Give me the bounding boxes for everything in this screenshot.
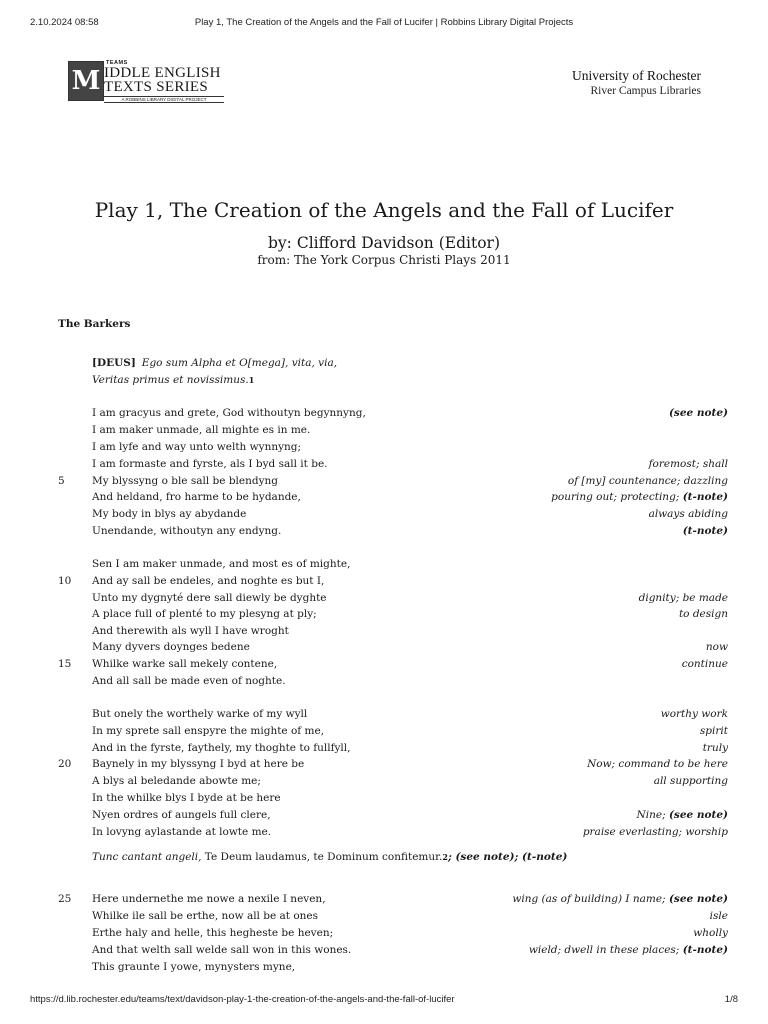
line-text: A place full of plenté to my plesyng at ply; bbox=[92, 608, 317, 620]
gloss-text: spirit bbox=[699, 725, 728, 737]
endnote-ref[interactable]: 1 bbox=[248, 375, 255, 385]
university-sub: River Campus Libraries bbox=[590, 85, 701, 97]
line-text-wrap bbox=[92, 374, 254, 386]
line-text-wrap bbox=[92, 658, 277, 670]
gloss-text: always abiding bbox=[648, 508, 728, 520]
line-text-wrap bbox=[92, 575, 324, 587]
logo-line-1: IDDLE ENGLISH bbox=[104, 65, 221, 81]
line-text-wrap bbox=[92, 725, 324, 737]
line-text: Nyen ordres of aungels full clere, bbox=[92, 809, 271, 821]
print-header bbox=[0, 17, 768, 31]
verse-line bbox=[0, 658, 768, 675]
print-datetime: 2.10.2024 08:58 bbox=[30, 17, 99, 28]
line-text-wrap bbox=[92, 893, 326, 905]
line-text-wrap bbox=[92, 927, 333, 939]
line-text-wrap bbox=[92, 809, 271, 821]
line-text: I am gracyus and grete, God withoutyn begynnyng, bbox=[92, 407, 366, 419]
line-text-wrap bbox=[92, 625, 289, 637]
verse-line bbox=[0, 407, 768, 424]
line-text-wrap bbox=[92, 592, 327, 604]
gloss bbox=[551, 491, 728, 503]
stage-direction-hymn: Te Deum laudamus, te Dominum confitemur. bbox=[201, 851, 443, 863]
line-text-wrap bbox=[92, 775, 261, 787]
verse-line bbox=[0, 758, 768, 775]
line-number: 20 bbox=[58, 758, 72, 770]
line-text-wrap bbox=[92, 475, 278, 487]
byline bbox=[0, 234, 768, 252]
verse-line bbox=[0, 374, 768, 391]
line-text-wrap bbox=[92, 357, 337, 369]
editor-name-link[interactable]: Clifford Davidson bbox=[296, 234, 434, 252]
verse-line bbox=[0, 558, 768, 575]
verse-line bbox=[0, 809, 768, 826]
gloss bbox=[710, 910, 728, 922]
line-text-wrap bbox=[92, 742, 350, 754]
gloss-text: of [my] countenance; dazzling bbox=[567, 475, 728, 487]
line-text: Whilke warke sall mekely contene, bbox=[92, 658, 278, 670]
verse-line bbox=[0, 424, 768, 441]
gloss bbox=[669, 407, 728, 419]
print-url: https://d.lib.rochester.edu/teams/text/davidson-play-1-the-creation-of-the-angels-and-the-fall-of-lucifer bbox=[30, 994, 455, 1005]
logo-teams-label: TEAMS bbox=[106, 60, 128, 66]
page-title: Play 1, The Creation of the Angels and the Fall of Lucifer bbox=[94, 198, 674, 222]
endnote-ref[interactable]: 2 bbox=[442, 852, 448, 862]
editor-role: (Editor) bbox=[438, 234, 500, 252]
logo-line-3: A ROBBINS LIBRARY DIGITAL PROJECT bbox=[104, 96, 224, 103]
line-text-wrap bbox=[92, 525, 281, 537]
university-name: University of Rochester bbox=[572, 68, 701, 83]
verse-line bbox=[0, 826, 768, 843]
logo-line-2: TEXTS SERIES bbox=[104, 79, 209, 95]
line-text: Unto my dygnyté dere sall diewly be dyghte bbox=[92, 592, 327, 604]
gloss bbox=[529, 944, 728, 956]
line-text-wrap bbox=[92, 758, 304, 770]
line-text: Here undernethe me nowe a nexile I neven, bbox=[92, 893, 326, 905]
line-text-wrap bbox=[92, 910, 318, 922]
verse-line bbox=[0, 725, 768, 742]
line-text: Baynely in my blyssyng I byd at here be bbox=[92, 758, 305, 770]
gloss bbox=[683, 525, 728, 537]
gloss bbox=[693, 927, 728, 939]
line-text: Sen I am maker unmade, and most es of mighte, bbox=[92, 558, 351, 570]
verse-line bbox=[0, 491, 768, 508]
note-link[interactable]: (see note) bbox=[668, 809, 728, 821]
gloss-text: truly bbox=[702, 742, 728, 754]
verse-line bbox=[0, 961, 768, 978]
line-text: Unendande, withoutyn any endyng. bbox=[92, 525, 282, 537]
verse-line bbox=[0, 575, 768, 592]
line-text-wrap bbox=[92, 708, 307, 720]
verse-line bbox=[0, 944, 768, 961]
line-text: And all sall be made even of noghte. bbox=[92, 675, 286, 687]
line-text: In the whilke blys I byde at be here bbox=[92, 792, 281, 804]
gloss-text: foremost; shall bbox=[648, 458, 728, 470]
gloss-text: praise everlasting; worship bbox=[582, 826, 728, 838]
stage-direction-latin: Tunc cantant angeli, bbox=[92, 851, 202, 863]
line-text: This graunte I yowe, mynysters myne, bbox=[92, 961, 296, 973]
gloss-text: worthy work bbox=[660, 708, 728, 720]
line-text: And that welth sall welde sall won in this wones. bbox=[92, 944, 352, 956]
note-link[interactable]: (see note) bbox=[668, 407, 728, 419]
guild-name: The Barkers bbox=[58, 318, 131, 330]
source-year: 2011 bbox=[480, 253, 511, 267]
note-link[interactable]: (t-note) bbox=[682, 525, 728, 537]
gloss-text: wing (as of building) I name; bbox=[512, 893, 666, 905]
verse-line bbox=[0, 675, 768, 692]
gloss-text: Nine; bbox=[636, 809, 666, 821]
line-text: And ay sall be endeles, and noghte es but I, bbox=[92, 575, 325, 587]
note-links[interactable]: ; (see note); (t-note) bbox=[447, 851, 568, 863]
gloss bbox=[568, 475, 728, 487]
verse-line bbox=[0, 475, 768, 492]
gloss bbox=[661, 708, 728, 720]
line-text: I am lyfe and way unto welth wynnyng; bbox=[92, 441, 302, 453]
verse-line bbox=[0, 592, 768, 609]
line-text-wrap bbox=[92, 508, 246, 520]
line-text: I am formaste and fyrste, als I byd sall it be. bbox=[92, 458, 328, 470]
line-text-wrap bbox=[92, 558, 350, 570]
gloss-text: all supporting bbox=[653, 775, 728, 787]
note-link[interactable]: (see note) bbox=[668, 893, 728, 905]
line-text-wrap bbox=[92, 826, 271, 838]
gloss bbox=[583, 826, 728, 838]
verse-line bbox=[0, 927, 768, 944]
verse-line bbox=[0, 910, 768, 927]
note-link[interactable]: (t-note) bbox=[682, 491, 728, 503]
line-text: I am maker unmade, all mighte es in me. bbox=[92, 424, 311, 436]
source-line bbox=[0, 253, 768, 267]
line-number: 15 bbox=[58, 658, 72, 670]
line-number: 5 bbox=[58, 475, 65, 487]
teams-logo[interactable] bbox=[68, 61, 226, 105]
gloss-text: to design bbox=[678, 608, 728, 620]
latin-text: Ego sum Alpha et O[mega], vita, via, bbox=[141, 357, 338, 369]
line-text-wrap bbox=[92, 944, 351, 956]
verse-line bbox=[0, 775, 768, 792]
line-text-wrap bbox=[92, 961, 295, 973]
line-text-wrap bbox=[92, 851, 567, 863]
gloss-text: continue bbox=[681, 658, 728, 670]
verse-line bbox=[0, 851, 768, 868]
line-text-wrap bbox=[92, 675, 286, 687]
gloss bbox=[679, 608, 728, 620]
verse-line bbox=[0, 893, 768, 910]
gloss bbox=[654, 775, 728, 787]
gloss bbox=[649, 508, 728, 520]
verse-line bbox=[0, 608, 768, 625]
gloss bbox=[682, 658, 728, 670]
line-text: In my sprete sall enspyre the mighte of me, bbox=[92, 725, 325, 737]
gloss-text: now bbox=[705, 641, 728, 653]
line-text-wrap bbox=[92, 491, 301, 503]
gloss bbox=[512, 893, 728, 905]
print-page-number: 1/8 bbox=[724, 994, 738, 1005]
gloss bbox=[639, 592, 728, 604]
line-text: Many dyvers doynges bedene bbox=[92, 641, 250, 653]
gloss-text: dignity; be made bbox=[638, 592, 728, 604]
logo-badge: M bbox=[68, 61, 104, 101]
gloss-text: isle bbox=[709, 910, 728, 922]
line-text-wrap bbox=[92, 458, 328, 470]
gloss-text: Now; command to be here bbox=[587, 758, 728, 770]
gloss bbox=[706, 641, 728, 653]
line-text: My blyssyng o ble sall be blendyng bbox=[92, 475, 279, 487]
verse-line bbox=[0, 625, 768, 642]
line-text: Whilke ile sall be erthe, now all be at ones bbox=[92, 910, 319, 922]
verse-line bbox=[0, 357, 768, 374]
line-text-wrap bbox=[92, 792, 281, 804]
line-text-wrap bbox=[92, 641, 250, 653]
from-label: from: bbox=[257, 253, 291, 267]
verse-line bbox=[0, 708, 768, 725]
line-number: 10 bbox=[58, 575, 72, 587]
gloss bbox=[649, 458, 728, 470]
verse-line bbox=[0, 525, 768, 542]
gloss bbox=[703, 742, 728, 754]
verse-line bbox=[0, 641, 768, 658]
speaker-name: [DEUS] bbox=[92, 357, 136, 369]
verse-line bbox=[0, 458, 768, 475]
gloss-text: wholly bbox=[693, 927, 728, 939]
gloss bbox=[637, 809, 728, 821]
line-text-wrap bbox=[92, 608, 317, 620]
line-text-wrap bbox=[92, 407, 366, 419]
line-text: And heldand, fro harme to be hydande, bbox=[92, 491, 301, 503]
source-link[interactable]: The York Corpus Christi Plays bbox=[294, 253, 477, 267]
gloss-text: wield; dwell in these places; bbox=[528, 944, 680, 956]
line-text: And in the fyrste, faythely, my thoghte to fullfyll, bbox=[92, 742, 351, 754]
line-text: And therewith als wyll I have wroght bbox=[92, 625, 289, 637]
by-label: by: bbox=[268, 234, 292, 252]
line-text-wrap bbox=[92, 424, 310, 436]
gloss bbox=[700, 725, 728, 737]
gloss-text: pouring out; protecting; bbox=[551, 491, 680, 503]
line-text: My body in blys ay abydande bbox=[92, 508, 247, 520]
verse-line bbox=[0, 508, 768, 525]
verse-line bbox=[0, 742, 768, 759]
university-logo[interactable] bbox=[572, 68, 701, 97]
line-number: 25 bbox=[58, 893, 72, 905]
print-page-title: Play 1, The Creation of the Angels and the Fall of Lucifer | Robbins Library Digital Projects bbox=[194, 17, 574, 28]
line-text: A blys al beledande abowte me; bbox=[92, 775, 261, 787]
note-link[interactable]: (t-note) bbox=[682, 944, 728, 956]
verse-line bbox=[0, 792, 768, 809]
line-text: Erthe haly and helle, this hegheste be heven; bbox=[92, 927, 334, 939]
latin-text: Veritas primus et novissimus. bbox=[92, 374, 249, 386]
gloss bbox=[587, 758, 728, 770]
line-text-wrap bbox=[92, 441, 301, 453]
line-text: In lovyng aylastande at lowte me. bbox=[92, 826, 272, 838]
line-text: But onely the worthely warke of my wyll bbox=[92, 708, 308, 720]
verse-line bbox=[0, 441, 768, 458]
